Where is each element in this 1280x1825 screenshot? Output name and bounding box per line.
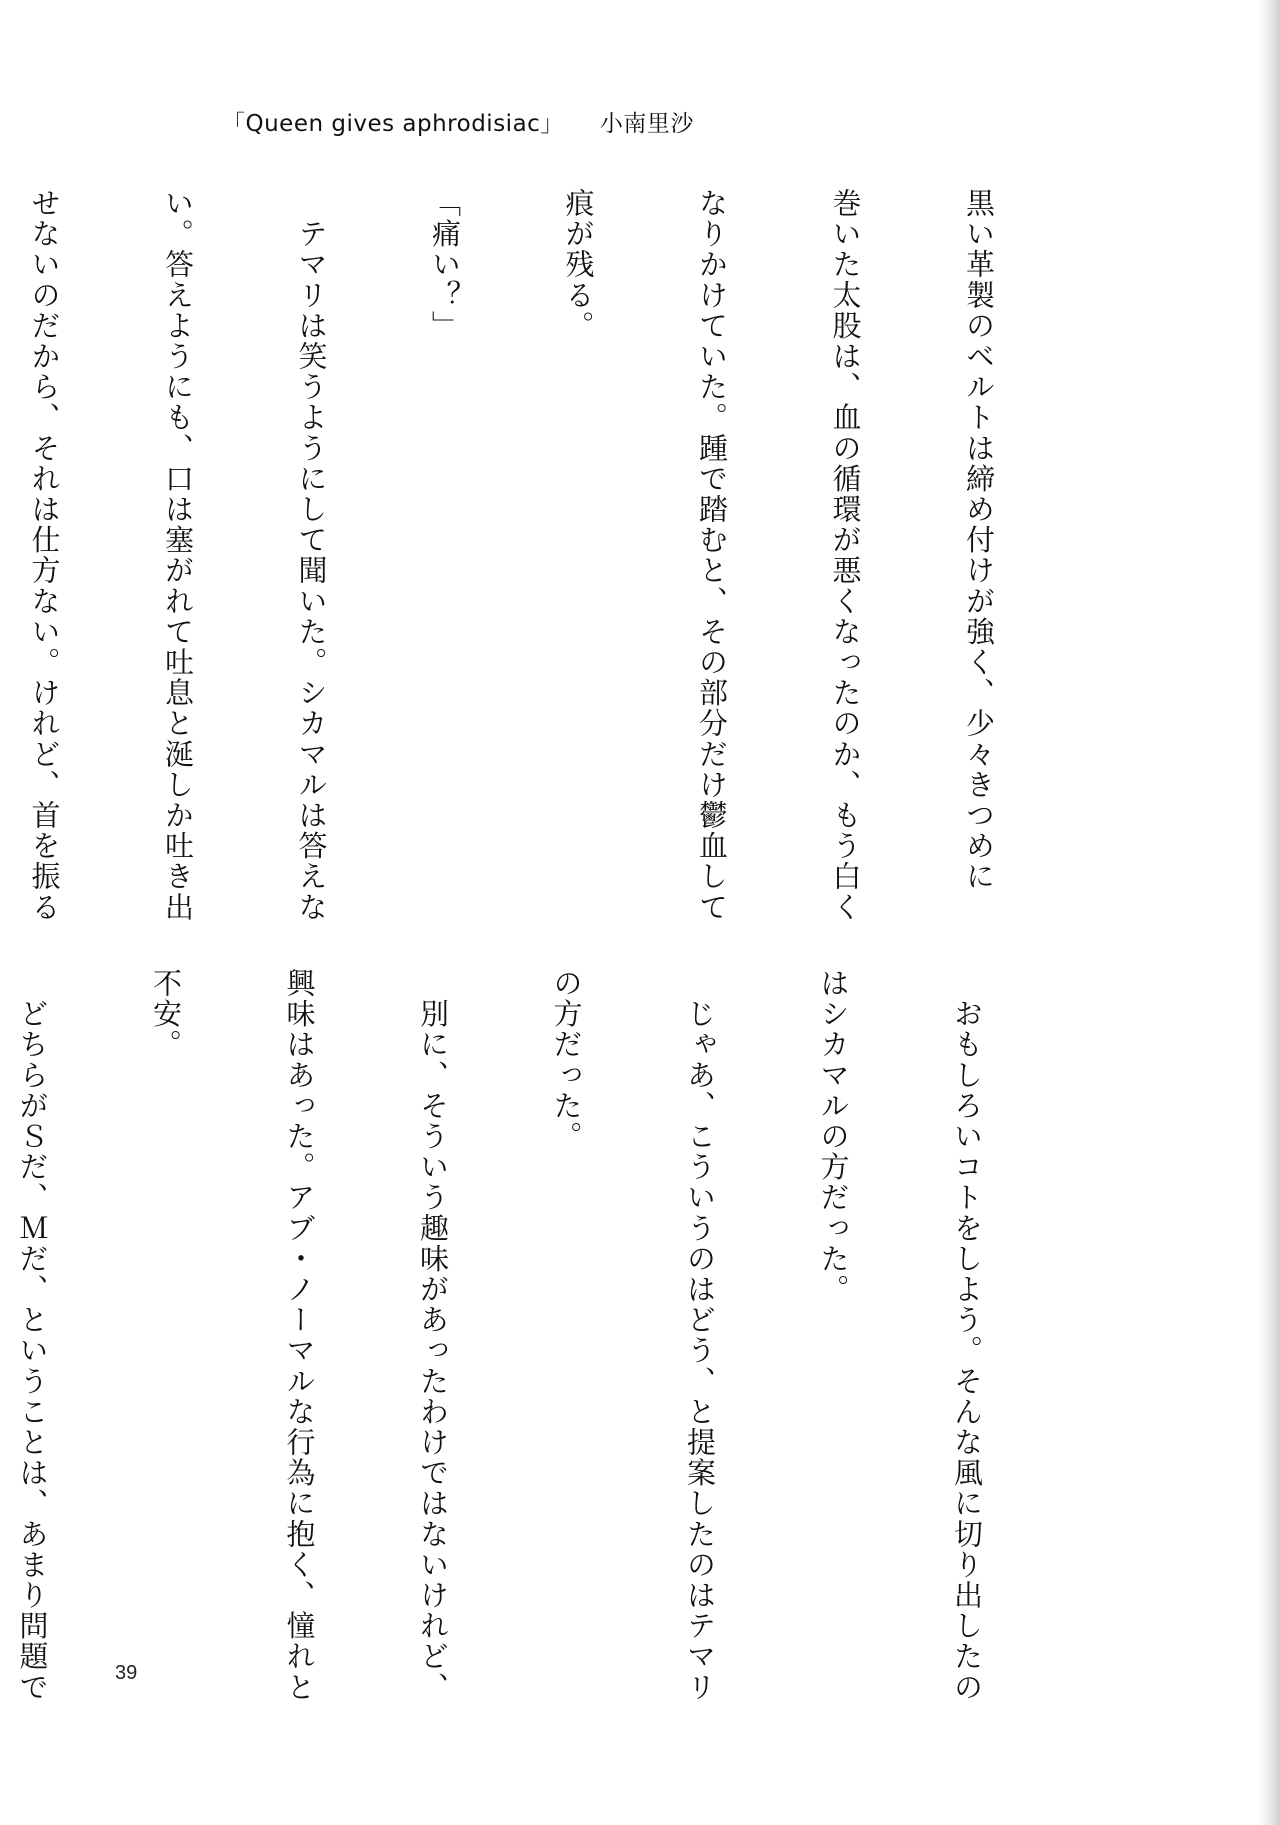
- text-line: い。答えようにも、口は塞がれて吐息と涎しか吐き出: [161, 188, 195, 923]
- text-line: 興味はあった。アブ・ノーマルな行為に抱く、憧れと: [282, 968, 317, 1703]
- text-line: 「痛い？」: [428, 188, 462, 341]
- text-line: 痕が残る。: [561, 188, 596, 341]
- author-name: 小南里沙: [599, 111, 694, 137]
- text-line: はシカマルの方だった。: [816, 968, 851, 1305]
- text-line: せないのだから、それは仕方ない。けれど、首を振る: [27, 188, 62, 923]
- page-binding-shadow: [1258, 0, 1280, 1825]
- text-line: テマリは笑うようにして聞いた。シカマルは答えな: [294, 188, 329, 923]
- running-header: [222, 108, 694, 140]
- story-title: 「Queen gives aphrodisiac」: [222, 111, 564, 137]
- page-number: 39: [115, 1662, 138, 1684]
- text-line: 巻いた太股は、血の循環が悪くなったのか、もう白く: [828, 188, 863, 923]
- text-line: の方だった。: [549, 968, 584, 1152]
- text-line: おもしろいコトをしよう。そんな風に切り出したの: [950, 968, 984, 1703]
- upper-text-block: [27, 188, 1090, 923]
- text-line: なりかけていた。踵で踏むと、その部分だけ鬱血して: [695, 188, 729, 923]
- text-line: じゃあ、こういうのはどう、と提案したのはテマリ: [683, 968, 717, 1703]
- text-line: 別に、そういう趣味があったわけではないけれど、: [416, 968, 450, 1703]
- text-line: どちらがＳだ、Ｍだ、ということは、あまり問題で: [15, 968, 50, 1703]
- text-line: 黒い革製のベルトは締め付けが強く、少々きつめに: [962, 188, 996, 892]
- text-line: 不安。: [149, 968, 183, 1060]
